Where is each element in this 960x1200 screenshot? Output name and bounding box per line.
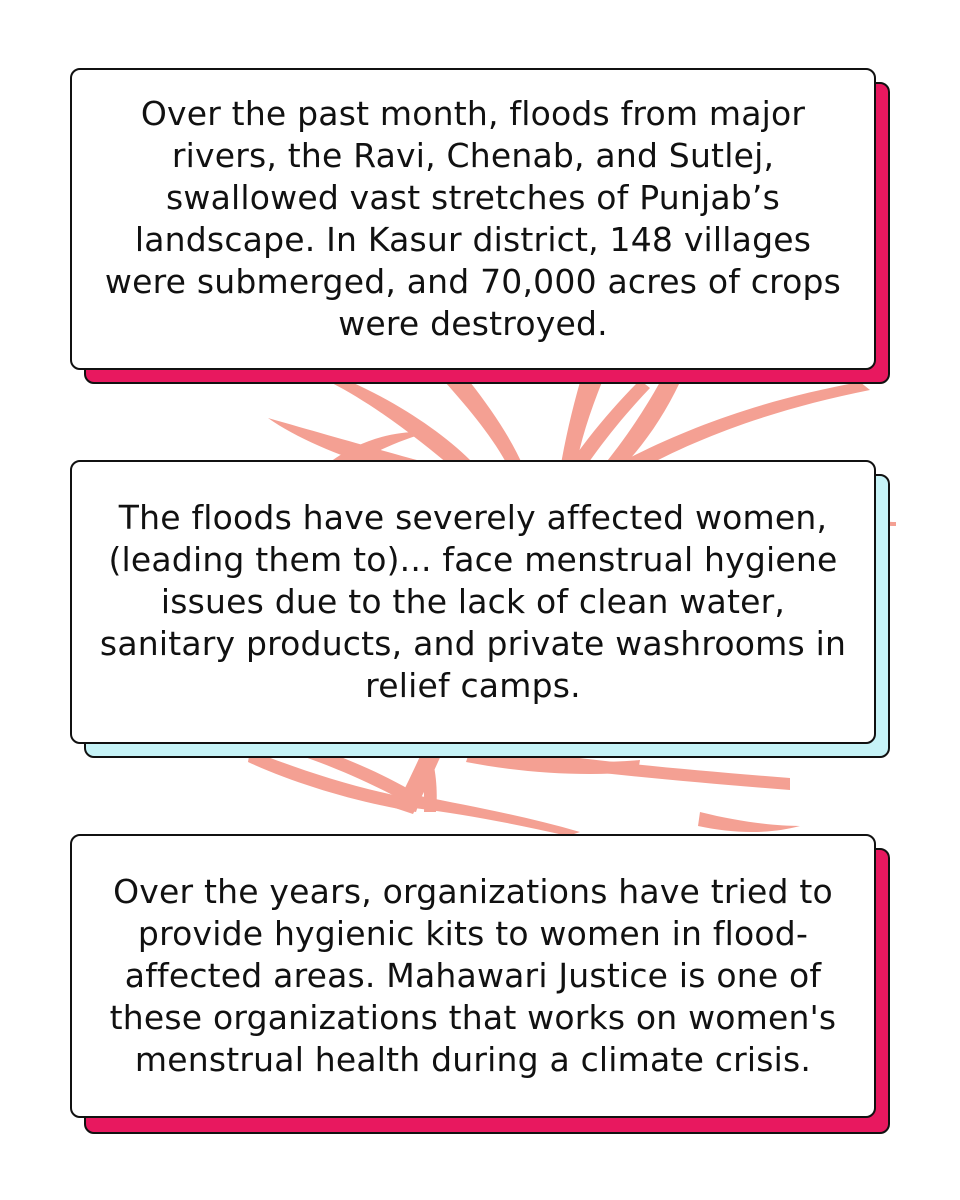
card-text: The floods have severely affected women, (leading them to)... face menstrual hygiene issues due to the lack of clean water, sanitary products, and private washrooms in relief camps. (99, 498, 847, 705)
card-body (70, 68, 876, 370)
card-body (70, 834, 876, 1118)
info-card-3 (70, 834, 890, 1134)
info-card-2 (70, 460, 890, 758)
card-body (70, 460, 876, 744)
info-card-1 (70, 68, 890, 384)
card-text: Over the years, organizations have tried to provide hygienic kits to women in flood-affected areas. Mahawari Justice is one of these organizations that works on women's menstrual health during a climate crisis. (109, 872, 837, 1079)
card-text: Over the past month, floods from major rivers, the Ravi, Chenab, and Sutlej, swallowed vast stretches of Punjab’s landscape. In Kasur district, 148 villages were submerged, and 70,000 acres of crops were destroyed. (104, 94, 842, 343)
